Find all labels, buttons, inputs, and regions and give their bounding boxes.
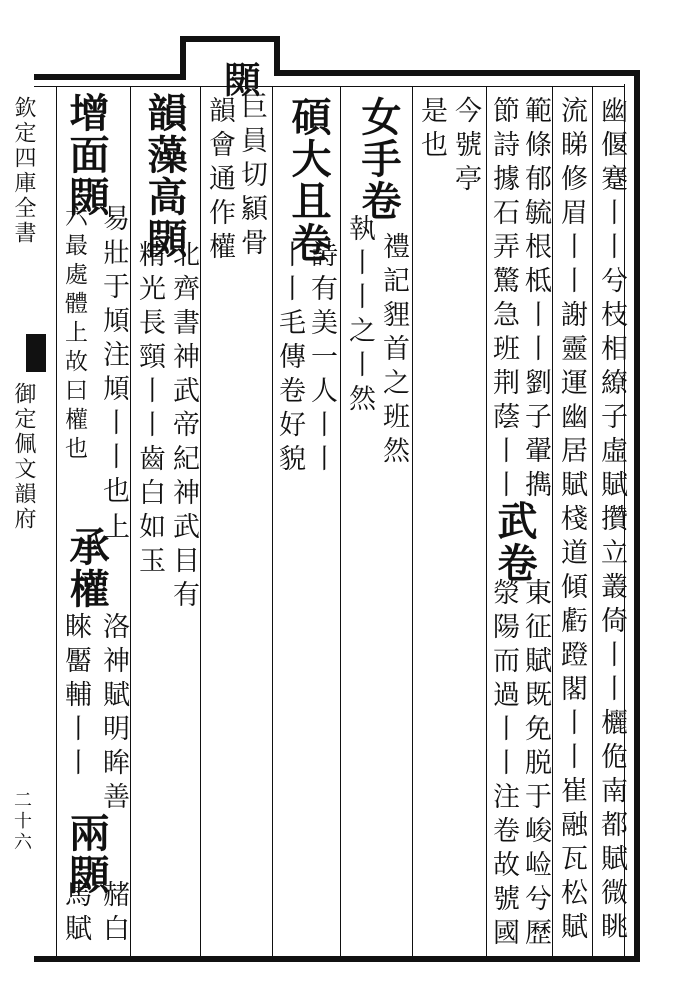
margin-folio: 二十六 — [11, 790, 32, 853]
text-column-2: 流睇修眉丨丨謝靈運幽居賦棧道傾虧蹬閣丨丨崔融瓦松賦 — [556, 96, 587, 946]
margin-top-title: 欽定四庫全書 — [11, 96, 36, 246]
margin-side-title: 御定佩文韻府 — [11, 382, 36, 532]
rule-3 — [486, 86, 487, 956]
rule-5 — [340, 86, 341, 956]
text-column-9: 詩有美一人丨丨 — [306, 240, 337, 478]
text-column-3: 範條郁毓根柢丨丨劉子翬擕 — [520, 96, 551, 504]
text-column-14: 精光長頸丨丨齒白如玉 — [134, 240, 165, 580]
tab-left-edge — [180, 36, 186, 80]
text-column-10: 丨丨毛傳卷好貌 — [274, 240, 305, 478]
top-border-left — [34, 74, 184, 80]
tab-right-edge — [274, 36, 280, 76]
text-column-11: 巨員切顈骨 — [236, 92, 267, 262]
text-column-3-cont: 東征賦既免脱于峻崄兮歷 — [520, 578, 551, 952]
text-column-12: 韻會通作權 — [204, 96, 235, 266]
left-margin-line — [56, 86, 57, 956]
rule-6 — [272, 86, 273, 956]
text-column-5: 今號亭 — [450, 96, 481, 198]
entry-heading-nvshoujuan: 女手卷 — [355, 96, 402, 222]
rule-8 — [130, 86, 131, 956]
right-border — [634, 70, 640, 960]
text-column-6: 是也 — [416, 96, 447, 164]
entry-heading-liangkui: 兩䫗 — [63, 812, 110, 896]
text-column-16-mafu: 馬賦 — [60, 880, 91, 948]
header-tab-title: 䫗 — [219, 61, 261, 97]
entry-heading-chengquan: 承權 — [63, 526, 110, 610]
entry-heading-wujuan: 武卷 — [491, 500, 538, 584]
text-column-15-zhebai: 赭白 — [98, 880, 129, 948]
text-column-7: 禮記貍首之班然 — [378, 232, 409, 470]
text-column-15-shang: 上 — [98, 512, 129, 546]
text-column-4-cont: 滎陽而過丨丨注卷故號國 — [488, 578, 519, 952]
entry-heading-shuodaqiejuan: 碩大且卷 — [285, 96, 332, 264]
text-column-16: 六最處體上故曰權也 — [61, 204, 87, 465]
rule-7 — [200, 86, 201, 956]
text-column-8: 執丨丨之丨然 — [344, 214, 375, 418]
entry-heading-gaokui: 韻藻高䫗 — [141, 92, 188, 260]
rule-1 — [592, 86, 593, 956]
entry-heading-mianzhui: 增面䫗 — [63, 92, 110, 218]
bottom-border — [34, 956, 640, 962]
text-column-15-luoshen: 洛神賦明眸善 — [98, 612, 129, 816]
text-column-1: 幽偃蹇丨丨兮枝相繚子虛賦攢立叢倚丨丨欐佹南都賦微眺 — [596, 96, 627, 946]
text-column-4: 節詩據石弄驚急班荆蔭丨丨 — [488, 96, 519, 504]
top-border-right — [278, 70, 638, 76]
inner-top-line — [34, 86, 624, 87]
text-column-13: 北齊書神武帝紀神武目有 — [168, 240, 199, 614]
rule-4 — [412, 86, 413, 956]
rule-2 — [552, 86, 553, 956]
tab-top-edge — [180, 36, 280, 42]
text-column-16-jielai: 睞靨輔丨丨 — [60, 612, 91, 782]
margin-fishtail-block — [26, 334, 46, 372]
text-column-15: 易壯于頄注頄丨丨也 — [98, 204, 129, 510]
